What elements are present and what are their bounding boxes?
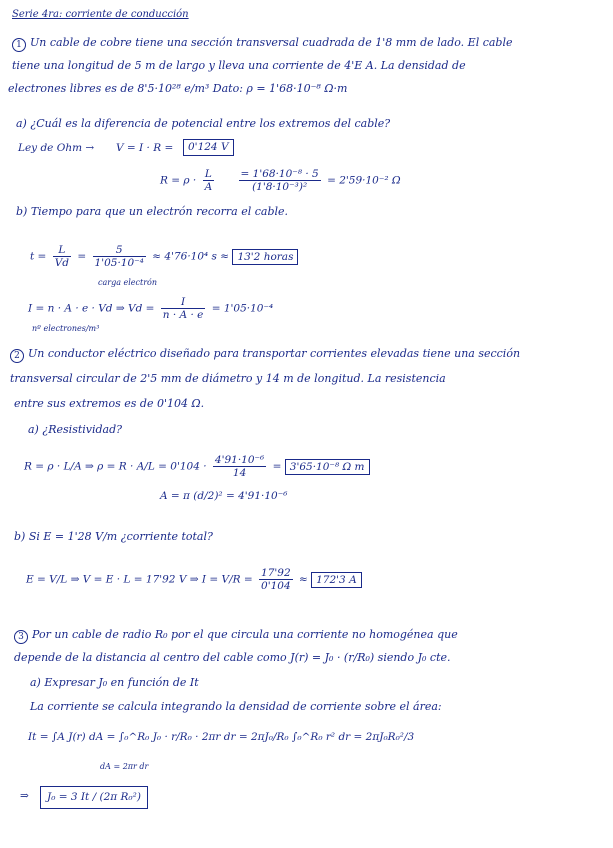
problem-2-question-a: a) ¿Resistividad? bbox=[28, 423, 123, 436]
time-equation: t = $\frac{L}{Vd}$ = $\frac{5}{\text{1'05·10⁻⁴}}$ ≈ 4'76·10⁴ s ≈ 13'2 horas bbox=[30, 244, 298, 269]
problem-1-statement-line-1: 1 Un cable de cobre tiene una sección transversal cuadrada de 1'8 mm de lado. El cable bbox=[12, 36, 513, 52]
area-element-note: dA = 2πr dr bbox=[100, 762, 149, 771]
problem-1-statement-line-3: electrones libres es de 8'5·10²⁸ e/m³ Dato: ρ = 1'68·10⁻⁸ Ω·m bbox=[8, 82, 348, 95]
page-title: Serie 4ra: corriente de conducción bbox=[12, 9, 189, 20]
carga-electron-note: carga electrón bbox=[98, 278, 158, 287]
area-equation: A = π (d/2)² = 4'91·10⁻⁶ bbox=[160, 490, 288, 502]
electron-density-note: nº electrones/m³ bbox=[32, 324, 100, 333]
problem-3-statement-line-2: depende de la distancia al centro del cable como J(r) = J₀ · (r/R₀) siendo J₀ cte. bbox=[14, 651, 451, 664]
problem-2-statement-line-3: entre sus extremos es de 0'104 Ω. bbox=[14, 397, 205, 410]
integral-equation: It = ∫A J(r) dA = ∫₀^R₀ J₀ · r/R₀ · 2πr dr = 2πJ₀/R₀ ∫₀^R₀ r² dr = 2πJ₀R₀²/3 bbox=[28, 731, 415, 743]
ohm-result-box: 0'124 V bbox=[183, 139, 234, 156]
time-result-box: 13'2 horas bbox=[232, 249, 298, 265]
problem-2-statement-line-2: transversal circular de 2'5 mm de diámetro y 14 m de longitud. La resistencia bbox=[10, 372, 446, 385]
ohm-equation: V = I · R = bbox=[116, 142, 174, 154]
problem-3-statement-line-1: 3 Por un cable de radio R₀ por el que circula una corriente no homogénea que bbox=[14, 628, 458, 644]
problem-1-question-a: a) ¿Cuál es la diferencia de potencial entre los extremos del cable? bbox=[16, 117, 391, 130]
problem-2-statement-line-1: 2 Un conductor eléctrico diseñado para transportar corrientes elevadas tiene una sección bbox=[10, 347, 520, 363]
drift-velocity-equation: I = n · A · e · Vd ⇒ Vd = $\frac{I}{n \cdot A \cdot e}$ = 1'05·10⁻⁴ bbox=[28, 296, 274, 321]
j0-arrow: ⇒ bbox=[20, 790, 29, 802]
current-equation: E = V/L ⇒ V = E · L = 17'92 V ⇒ I = V/R = $\frac{17'92}{0'104}$ ≈ 172'3 A bbox=[26, 567, 362, 592]
problem-3-question-a: a) Expresar J₀ en función de It bbox=[30, 676, 199, 689]
problem-3-statement-line-3: La corriente se calcula integrando la densidad de corriente sobre el área: bbox=[30, 700, 442, 713]
j0-result-box: J₀ = 3 It / (2π R₀²) bbox=[40, 786, 148, 809]
problem-number-badge: 3 bbox=[14, 630, 28, 644]
problem-number-badge: 2 bbox=[10, 349, 24, 363]
resistivity-equation: R = ρ · L/A ⇒ ρ = R · A/L = 0'104 · $\frac{\text{4'91·10⁻⁶}}{14}$ = 3'65·10⁻⁸ Ω m bbox=[24, 454, 370, 479]
problem-1-question-b: b) Tiempo para que un electrón recorra el cable. bbox=[16, 205, 289, 218]
resistivity-result-box: 3'65·10⁻⁸ Ω m bbox=[285, 459, 370, 475]
current-result-box: 172'3 A bbox=[311, 572, 362, 588]
resistance-equation: R = ρ · $\frac{L}{A}$ $\frac{\text{= 1'68·10⁻⁸ · 5}}{\text{(1'8·10⁻³)²}}$ = 2'59·10⁻² Ω bbox=[160, 168, 401, 193]
problem-number-badge: 1 bbox=[12, 38, 26, 52]
problem-1-statement-line-2: tiene una longitud de 5 m de largo y lleva una corriente de 4'E A. La densidad de bbox=[12, 59, 466, 72]
ohm-label: Ley de Ohm → bbox=[18, 142, 95, 154]
problem-2-question-b: b) Si E = 1'28 V/m ¿corriente total? bbox=[14, 530, 213, 543]
